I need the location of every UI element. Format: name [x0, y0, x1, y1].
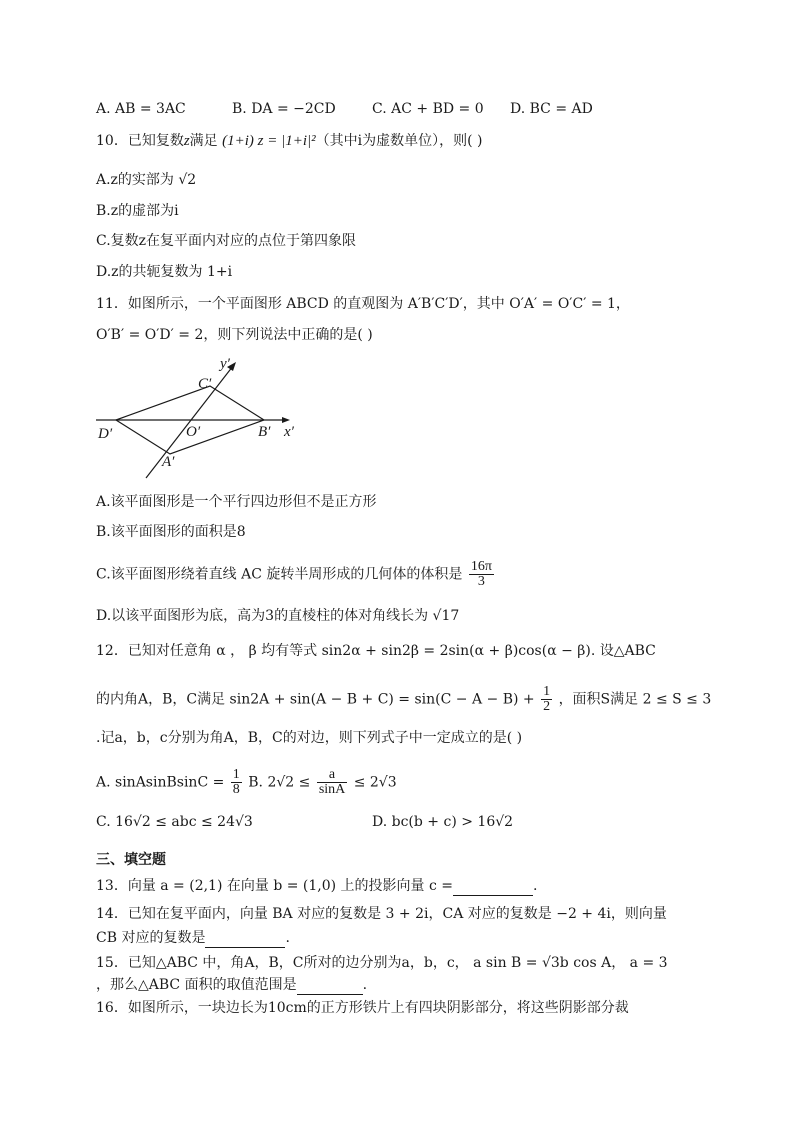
q13-stem: 13．向量 a = (2,1) 在向量 b = (1,0) 上的投影向量 c = .: [96, 878, 538, 894]
q11-option-b: B.该平面图形的面积是8: [96, 524, 246, 540]
q12-stem-line2: 的内角A，B，C满足 sin2A + sin(A − B + C) = sin(C − A − B) + $\frac{1}{2}$ ，面积S满足 2 ≤ S ≤ 3: [96, 684, 712, 714]
q13-answer-blank: [453, 879, 533, 896]
label-y: y′: [220, 356, 230, 372]
q10-option-a: A.z的实部为 √2: [96, 172, 197, 188]
label-b: B′: [258, 424, 271, 440]
q10-option-c: C.复数z在复平面内对应的点位于第四象限: [96, 233, 357, 249]
label-c: C′: [198, 376, 212, 392]
q9-option-a: A. AB = 3AC: [96, 101, 186, 117]
q9-option-c: C. AC + BD = 0: [372, 101, 484, 117]
q11-stem-line1: 11．如图所示，一个平面图形 ABCD 的直观图为 A′B′C′D′，其中 O′A′ = O′C′ = 1，: [96, 296, 630, 312]
label-a: A′: [162, 454, 175, 470]
q12-options-ab: A. sinAsinBsinC = $\frac{1}{8}$ B. 2√2 ≤ $\frac{a}{\sin A}$ ≤ 2√3: [96, 767, 397, 797]
q11-stem-line2: O′B′ = O′D′ = 2，则下列说法中正确的是( ): [96, 327, 373, 343]
q10-stem: 10．已知复数z满足 (1+i) z = |1+i|²（其中i为虚数单位），则( ): [96, 133, 483, 149]
q9-option-b: B. DA = −2CD: [232, 101, 336, 117]
q9-option-d: D. BC = AD: [510, 101, 593, 117]
q12-stem-line3: .记a，b，c分别为角A，B，C的对边，则下列式子中一定成立的是( ): [96, 730, 523, 746]
x-axis-arrow-icon: [282, 417, 290, 423]
q10-option-b: B.z的虚部为i: [96, 203, 179, 219]
q11-oblique-figure: [90, 352, 310, 482]
q11-option-d: D.以该平面图形为底，高为3的直棱柱的体对角线长为 √17: [96, 608, 460, 624]
q14-answer-blank: [205, 931, 285, 948]
q15-answer-blank: [297, 978, 363, 995]
label-x: x′: [284, 424, 294, 440]
y-axis-line: [146, 366, 233, 478]
q12-option-d: D. bc(b + c) > 16√2: [372, 814, 514, 830]
label-o: O′: [186, 424, 201, 440]
q12-b-fraction: $\frac{a}{\sin A}$: [318, 767, 346, 797]
q11-option-a: A.该平面图形是一个平行四边形但不是正方形: [96, 494, 377, 510]
q14-stem-line1: 14．已知在复平面内，向量 BA 对应的复数是 3 + 2i，CA 对应的复数是 −2 + 4i，则向量: [96, 906, 667, 922]
q11-option-c: C.该平面图形绕着直线 AC 旋转半周形成的几何体的体积是 $\frac{16\pi}{3}$: [96, 559, 492, 589]
label-d: D′: [98, 426, 113, 442]
q10-option-d: D.z的共轭复数为 1+i: [96, 264, 233, 280]
q16-stem-line1: 16．如图所示，一块边长为10cm的正方形铁片上有四块阴影部分，将这些阴影部分裁: [96, 1000, 629, 1016]
section-fill-in-title: 三、填空题: [96, 852, 166, 868]
q14-stem-line2: CB 对应的复数是 .: [96, 930, 290, 946]
q11-c-fraction: $\frac{16\pi}{3}$: [470, 559, 492, 589]
q12-option-c: C. 16√2 ≤ abc ≤ 24√3: [96, 814, 253, 830]
q15-stem-line1: 15．已知△ABC 中，角A，B，C所对的边分别为a，b，c， a sin B = √3b cos A， a = 3: [96, 955, 668, 971]
q12-a-fraction: $\frac{1}{8}$: [232, 767, 240, 797]
q12-stem-line1: 12．已知对任意角 α ， β 均有等式 sin2α + sin2β = 2sin(α + β)cos(α − β). 设△ABC: [96, 643, 656, 659]
q15-stem-line2: ，那么△ABC 面积的取值范围是 .: [96, 977, 368, 993]
q12-half-fraction: $\frac{1}{2}$: [543, 684, 551, 714]
